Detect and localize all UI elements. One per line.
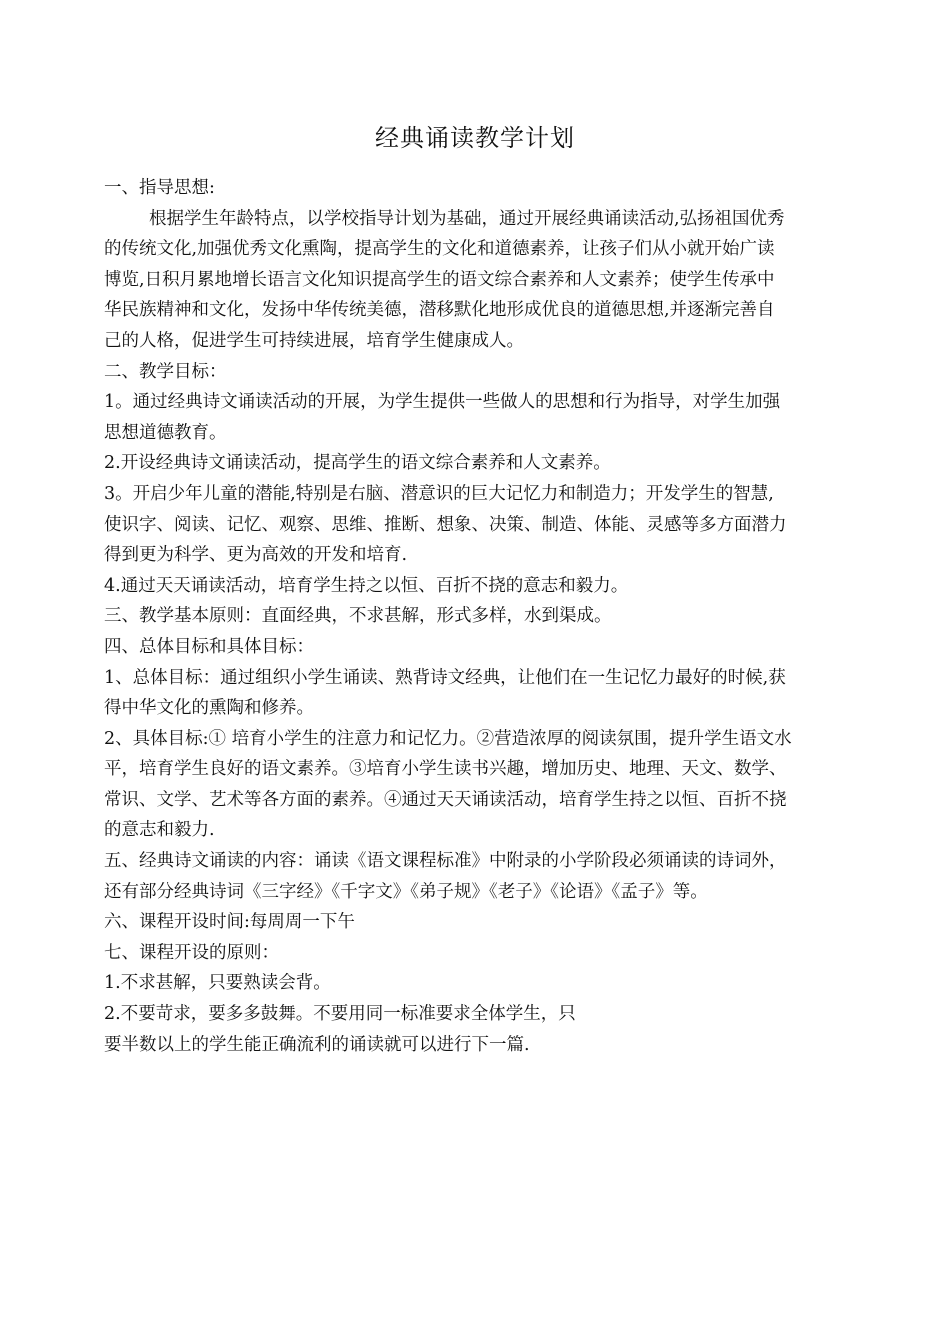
- document-title: 经典诵读教学计划: [375, 124, 575, 152]
- section-heading-teaching-goals: 二、教学目标：: [104, 361, 227, 382]
- section-heading-schedule: 六、课程开设时间:每周周一下午: [104, 912, 355, 933]
- list-item-line: 2、具体目标:① 培育小学生的注意力和记忆力。②营造浓厚的阅读氛围，提升学生语文水: [104, 728, 792, 749]
- list-item-line: 思想道德教育。: [104, 422, 227, 443]
- paragraph-line: 己的人格，促进学生可持续进展，培育学生健康成人。: [104, 330, 524, 351]
- list-item-line: 得中华文化的熏陶和修养。: [104, 698, 314, 719]
- list-item-line: 使识字、阅读、记忆、观察、思维、推断、想象、决策、制造、体能、灵感等多方面潜力: [104, 514, 787, 535]
- list-item-line: 常识、文学、艺术等各方面的素养。④通过天天诵读活动，培育学生持之以恒、百折不挠: [104, 789, 787, 810]
- list-item-line: 1、总体目标：通过组织小学生诵读、熟背诗文经典，让他们在一生记忆力最好的时候,获: [104, 667, 786, 688]
- list-item-line: 的意志和毅力.: [104, 820, 215, 841]
- section-heading-objectives: 四、总体目标和具体目标：: [104, 636, 314, 657]
- list-item-line: 3。开启少年儿童的潜能,特别是右脑、潜意识的巨大记忆力和制造力；开发学生的智慧,: [104, 483, 774, 504]
- paragraph-line: 还有部分经典诗词《三字经》《千字文》《弟子规》《老子》《论语》《孟子》等。: [104, 881, 708, 902]
- paragraph-line: 根据学生年龄特点，以学校指导计划为基础，通过开展经典诵读活动,弘扬祖国优秀: [149, 208, 785, 229]
- list-item-line: 4.通过天天诵读活动，培育学生持之以恒、百折不挠的意志和毅力。: [104, 575, 629, 596]
- section-heading-guiding-thought: 一、指导思想:: [104, 178, 215, 198]
- list-item-line: 要半数以上的学生能正确流利的诵读就可以进行下一篇.: [104, 1034, 530, 1055]
- section-heading-principles: 三、教学基本原则：直面经典，不求甚解，形式多样，水到渠成。: [104, 606, 612, 627]
- list-item-line: 2.不要苛求，要多多鼓舞。不要用同一标准要求全体学生，只: [104, 1004, 576, 1025]
- list-item-line: 平，培育学生良好的语文素养。③培育小学生读书兴趣，增加历史、地理、天文、数学、: [104, 759, 787, 780]
- list-item-line: 得到更为科学、更为高效的开发和培育.: [104, 545, 408, 566]
- section-heading-content: 五、经典诗文诵读的内容：诵读《语文课程标准》中附录的小学阶段必须诵读的诗词外，: [104, 851, 787, 872]
- list-item-line: 1.不求甚解，只要熟读会背。: [104, 973, 331, 994]
- list-item-line: 2.开设经典诗文诵读活动，提高学生的语文综合素养和人文素养。: [104, 453, 611, 474]
- paragraph-line: 博览,日积月累地增长语言文化知识提高学生的语文综合素养和人文素养；使学生传承中: [104, 269, 775, 290]
- section-heading-course-principles: 七、课程开设的原则：: [104, 942, 279, 963]
- list-item-line: 1。通过经典诗文诵读活动的开展，为学生提供一些做人的思想和行为指导，对学生加强: [104, 392, 781, 413]
- document-body: [104, 173, 854, 1060]
- paragraph-line: 华民族精神和文化，发扬中华传统美德，潜移默化地形成优良的道德思想,并逐渐完善自: [104, 300, 775, 321]
- paragraph-line: 的传统文化,加强优秀文化熏陶，提高学生的文化和道德素养，让孩子们从小就开始广读: [104, 239, 775, 260]
